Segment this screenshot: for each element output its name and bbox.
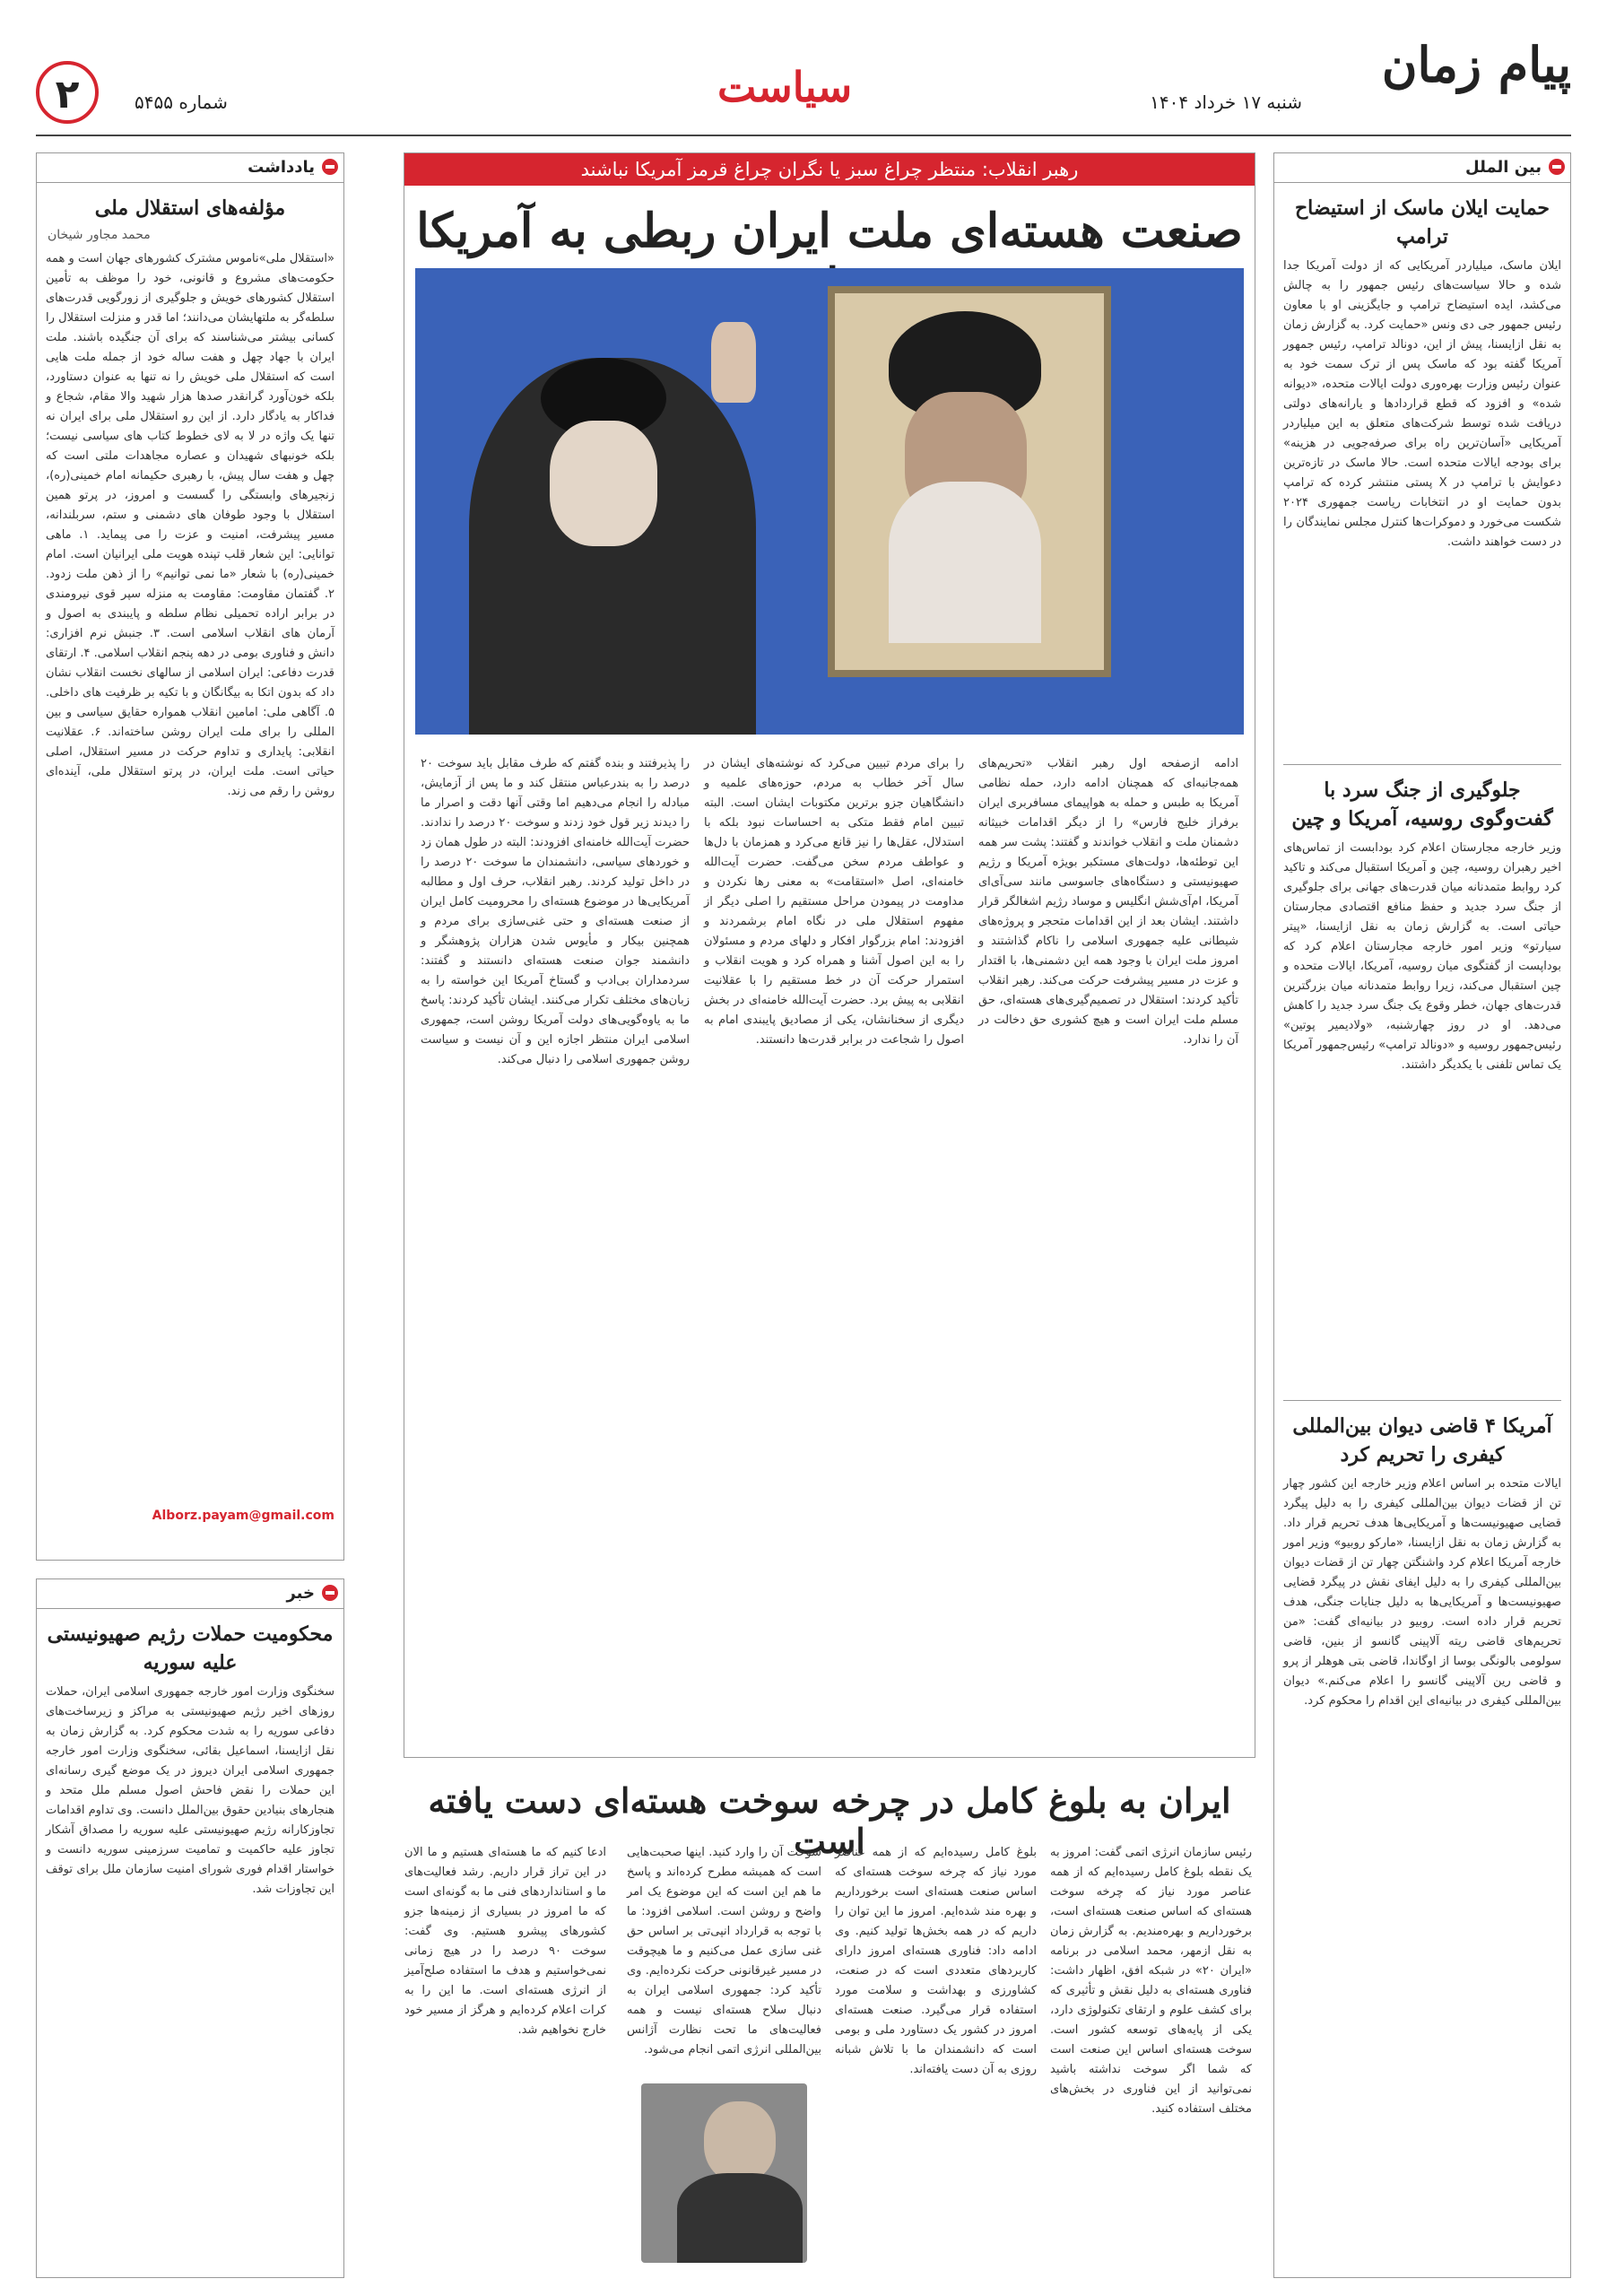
author-email[interactable]: Alborz.payam@gmail.com xyxy=(152,1509,334,1523)
news-label-bar xyxy=(37,1579,343,1609)
intl-story2-body: وزیر خارجه مجارستان اعلام کرد بودابست از تماس‌های اخیر رهبران روسیه، چین و آمریکا استقبال می‌کند و تاکید کرد روابط متمدنانه میان قدرت‌های جهانی برای جلوگیری از جنگ سرد جدید و حفظ منافع اقتصادی مجارستان حیاتی است. به گزارش زمان به نقل ازایسنا، «پیتر سیارتو» وزیر امور خارجه مجارستان اعلام کرد که بوداپست از گفتگوی میان روسیه، آمریکا، ایالات متحده و چین استقبال می‌کند، زیرا روابط متمدنانه میان بزرگترین قدرت‌های جهان، خطر وقوع یک جنگ سرد جدید را کاهش می‌دهد. او در روز چهارشنبه، «ولادیمیر پوتین» رئیس‌جمهور روسیه و «دونالد ترامپ» رئیس‌جمهور آمریکا یک تماس تلفنی با یکدیگر داشتند. xyxy=(1283,841,1561,1072)
note-body: «استقلال ملی»ناموس مشترک کشورهای جهان است و همه حکومت‌های مشروع و قانونی، خود را موظف به تأمین استقلال کشورهای خویش و جلوگیری از زورگویی قدرت‌های سلطه‌گر به ملتهایشان می‌دانند؛ اما قدر و منزلت استقلال را کسانی بیشتر می‌شناسند که برای آن جنگیده باشند. ملت ایران با جهاد چهل و هفت ساله خود از جمله ملت هایی است که استقلال ملی خویش را نه تنها به عنوان دستاورد، بلکه خون‌آورد گرانقدر صدها هزار شهید والا مقام، شجاع و فداکار به یادگار دارد. از این رو استقلال ملی برای ایران نه تنها یک واژه در لا به لای خطوط کتاب های سیاسی نیست؛ بلکه خونبهای شهیدان و عصاره مجاهدات ملتی است که چهل و هفت سال پیش، با رهبری حکیمانه امام خمینی(ره)، زنجیرهای وابستگی را گسست و امروز، در پرتو همین استقلال با وجود طوفان های دشمنی و ستم، سربلندانه، مسیر پیشرفت، امنیت و عزت را می پیماید. ۱. ماهی توانایی: این شعار قلب تپنده هویت ملی ایرانیان است. امام خمینی(ره) با شعار «ما نمی توانیم» را از ذهن ملت زدود. ۲. گفتمان مقاومت: مقاومت به منزله سپر قوی نیرومندی در برابر اراده تحمیلی نظام سلطه و پایبندی به اصول و آرمان های انقلاب اسلامی است. ۳. جنبش نرم افزاری: دانش و فناوری بومی در دهه پنجم انقلاب اسلامی. ۴. ارتقای قدرت دفاعی: ایران اسلامی از سالهای نخست انقلاب نشان داد که بدون اتکا به بیگانگان و با تکیه بر ظرفیت های داخلی. ۵. آگاهی ملی: امامین انقلاب همواره حقایق سیاسی و بین المللی را برای ملت ایران روشن ساخته‌اند. ۶. عقلانیت انقلابی: پایداری و تداوم حرکت در مسیر استقلال، اصلی حیاتی است. ملت ایران، در پرتو استقلال ملی، آینده‌ای روشن را رقم می زند. xyxy=(46,252,334,798)
section-marker-icon xyxy=(322,159,338,175)
waving-hand xyxy=(711,322,756,403)
official-suit xyxy=(677,2173,803,2263)
section-title: سیاست xyxy=(717,63,853,111)
international-column xyxy=(1273,152,1571,2278)
intl-story3-title: آمریکا ۴ قاضی دیوان بین‌المللی کیفری را تحریم کرد xyxy=(1292,1414,1552,1466)
header-divider xyxy=(36,135,1571,136)
bottom-col4: ادعا کنیم که ما هسته‌ای هستیم و ما الان در این تراز قرار داریم. رشد فعالیت‌های ما و استانداردهای فنی ما به گونه‌ای است که ما امروز در بسیاری از زمینه‌ها جزو کشورهای پیشرو هستیم. وی گفت: سوخت ۹۰ درصد را در هیچ زمانی نمی‌خواستیم و هدف ما استفاده صلح‌آمیز از انرژی هسته‌ای است. ما این را به کرات اعلام کرده‌ایم و هرگز از مسیر خود خارج نخواهیم شد. xyxy=(404,1846,606,2037)
intl-story1-title: حمایت ایلان ماسک از استیضاح ترامپ xyxy=(1294,196,1551,248)
story-divider xyxy=(1283,1400,1561,1401)
issue-number: شماره ۵۴۵۵ xyxy=(135,91,228,113)
page-number: ۲ xyxy=(36,61,99,124)
official-face xyxy=(704,2101,776,2182)
bottom-col3-wrap xyxy=(623,1843,825,2269)
leader-face xyxy=(550,421,657,546)
main-article-col3: را پذیرفتند و بنده گفتم که طرف مقابل باید سوخت ۲۰ درصد را به بندرعباس منتقل کند و ما پس از آزمایش، مبادله را انجام می‌دهیم اما وقتی آنها دقت و اصرار ما را دیدند زیر قول خود زدند و سوخت ۲۰ درصد را ندادند. حضرت آیت‌الله خامنه‌ای افزودند: البته در طول همان زد و خوردهای سیاسی، دانشمندان ما سوخت ۲۰ درصد را در داخل تولید کردند. رهبر انقلاب، حرف اول و مطالبه آمریکایی‌ها در موضوع هسته‌ای را محرومیت کامل ایران از صنعت هسته‌ای و حتی غنی‌سازی برای مردم و همچنین بیکار و مأیوس شدن هزاران پژوهشگر و دانشمند جوان صنعت هسته‌ای دانستند و گفتند: سردمداران بی‌ادب و گستاخ آمریکا این خواسته را به زبان‌های مختلف تکرار می‌کنند. ایشان تأکید کردند: پاسخ ما به یاوه‌گویی‌های دولت آمریکا روشن است، جمهوری اسلامی ایران منتظر اجازه این و آن نیست و سیاست روشن جمهوری اسلامی را دنبال می‌کند. xyxy=(421,757,690,1066)
note-author: محمد مجاور شیخان xyxy=(48,228,151,242)
bottom-col3: سوخت آن را وارد کنید. اینها صحبت‌هایی است که همیشه مطرح کرده‌اند و پاسخ ما هم این است که این موضوع یک امر واضح و روشن است. اسلامی افزود: ما با توجه به قرارداد انپی‌تی بر اساس حق غنی سازی عمل می‌کنیم و ما هیچوقت در مسیر غیرقانونی حرکت نکرده‌ایم. وی تأکید کرد: جمهوری اسلامی ایران به دنبال سلاح هسته‌ای نیست و همه فعالیت‌های ما تحت نظارت آژانس بین‌المللی انرژی اتمی انجام می‌شود. xyxy=(627,1846,821,2057)
note-label: یادداشت xyxy=(248,158,315,177)
masthead xyxy=(36,36,1571,117)
bottom-col1: رئیس سازمان انرژی اتمی گفت: امروز به یک نقطه بلوغ کامل رسیده‌ایم که از همه عناصر مورد نیاز که چرخه سوخت هسته‌ای که اساس صنعت هسته‌ای است، برخورداریم و بهره‌مندیم. به گزارش زمان به نقل ازمهر، محمد اسلامی در برنامه «ایران ۲۰» در شبکه افق، اظهار داشت: فناوری هسته‌ای به دلیل نقش و تأثیری که برای کشف علوم و ارتقای تکنولوژی دارد، یکی از پایه‌های توسعه کشور است. سوخت هسته‌ای اساس این صنعت است که شما اگر سوخت نداشته باشید نمی‌توانید از این فناوری در بخش‌های مختلف استفاده کنید. xyxy=(1050,1846,1252,2116)
portrait-beard xyxy=(889,482,1041,643)
section-marker-icon xyxy=(322,1585,338,1601)
bottom-story xyxy=(404,1771,1255,2278)
main-kicker: رهبر انقلاب: منتظر چراغ سبز یا نگران چراغ قرمز آمریکا نباشند xyxy=(404,153,1255,186)
leader-photo xyxy=(415,268,1244,735)
main-headline: صنعت هسته‌ای ملت ایران ربطی به آمریکا xyxy=(416,204,1243,258)
story-divider xyxy=(1283,764,1561,765)
news-title: محکومیت حملات رژیم صهیونیستی علیه سوریه xyxy=(47,1622,334,1674)
main-story xyxy=(404,152,1255,1758)
bottom-col2: بلوغ کامل رسیده‌ایم که از همه عناصر مورد نیاز که چرخه سوخت هسته‌ای که اساس صنعت هسته‌ای است برخورداریم و بهره مند شده‌ایم. امروز ما این توان را داریم که در همه بخش‌ها تولید کنیم. وی ادامه داد: فناوری هسته‌ای امروز دارای کاربردهای متعددی است که در صنعت، کشاورزی و بهداشت و سلامت مورد استفاده قرار می‌گیرد. صنعت هسته‌ای امروز در کشور یک دستاورد ملی و بومی است که دانشمندان ما با تلاش شبانه روزی به آن دست یافته‌اند. xyxy=(835,1846,1037,2076)
bottom-headline: ایران به بلوغ کامل در چرخه سوخت هسته‌ای دست یافته است xyxy=(428,1780,1231,1861)
main-article-col2: را برای مردم تبیین می‌کرد که نوشته‌های ایشان در سال آخر خطاب به مردم، حوزه‌های علمیه و دانشگاهیان جزو برترین مکتوبات ایشان است. البته تبیین امام فقط متکی به احساسات نبود بلکه با استدلال، عقل‌ها را نیز قانع می‌کرد و همزمان با دل‌ها و عواطف مردم سخن می‌گفت. حضرت آیت‌الله خامنه‌ای، اصل «استقامت» به معنی رها نکردن و مداومت در پیمودن مراحل مستقیم را اصلی دیگر از مفهوم استقلال ملی در نگاه امام برشمردند و افزودند: امام بزرگوار افکار و دلهای مردم و مسئولان را به این اصول آشنا و همراه کرد و هویت انقلاب و استمرار حرکت آن در خط مستقیم را با عقلانیت انقلابی به پیش برد. حضرت آیت‌الله خامنه‌ای در بخش دیگری از سخنانشان، یکی از مصادیق پایبندی امام به اصول را شجاعت در برابر قدرت‌ها دانستند. xyxy=(704,757,964,1047)
official-photo xyxy=(641,2083,807,2263)
intl-label: بین الملل xyxy=(1465,158,1542,177)
intl-story3-body: ایالات متحده بر اساس اعلام وزیر خارجه این کشور چهار تن از قضات دیوان بین‌المللی کیفری را به دلیل پیگرد قضایی صهیونیست‌ها و آمریکایی‌ها هدف تحریم قرار داد. به گزارش زمان به نقل ازایسنا، «مارکو روبیو» وزیر امور خارجه آمریکا اعلام کرد واشنگتن چهار تن از قضات دیوان بین‌المللی کیفری را به دلیل ایفای نقش در پیگرد قضایی صهیونیست‌ها و آمریکایی‌ها به دلیل جنایات جنگی، هدف تحریم قرار داده است. روبیو در بیانیه‌ای گفت: «من تحریم‌های قاضی ریته آلاپینی گانسو از بنین، قاضی سولومی بالونگی بوسا از اوگاندا، قاضی بتی هوهلر از پرو و قاضی رین آلاپینی گانسو را اعلام می‌کنم.» دیوان بین‌المللی کیفری در بیانیه‌ای این اقدام را محکوم کرد. xyxy=(1283,1477,1561,1708)
news-body: سخنگوی وزارت امور خارجه جمهوری اسلامی ایران، حملات روزهای اخیر رژیم صهیونیستی به مراکز و زیرساخت‌های دفاعی سوریه را به شدت محکوم کرد. به گزارش زمان به نقل ازایسنا، اسماعیل بقائی، سخنگوی وزارت امور خارجه جمهوری اسلامی ایران دیروز در یک موضع گیری رسانه‌ای این حملات را نقض فاحش اصول مسلم ملل متحد و هنجارهای بنیادین حقوق بین‌الملل دانست. وی تداوم اقدامات تجاوزکارانه رژیم صهیونیستی علیه سوریه را مصداق آشکار تجاوز علیه حاکمیت و تمامیت سرزمینی سوریه دانست و خواستار اقدام فوری شورای امنیت سازمان ملل برای توقف این تجاوزات شد. xyxy=(46,1685,334,1896)
newspaper-logo: پیام زمان xyxy=(1381,36,1571,93)
note-column xyxy=(36,152,344,1561)
intl-label-bar xyxy=(1274,153,1570,183)
main-article-col1: ادامه ازصفحه اول رهبر انقلاب «تحریم‌های همه‌جانبه‌ای که همچنان ادامه دارد، حمله نظامی آمریکا به طبس و حمله به هواپیمای مسافربری ایران برفراز خلیج فارس» را از دیگر اقدامات خبیثانه دشمنان ملت و انقلاب خواندند و گفتند: پشت سر همه این توطئه‌ها، دولت‌های مستکبر بویژه آمریکا و رژیم صهیونیستی و دستگاه‌های جاسوسی مانند سی‌آی‌ای آمریکا، ام‌آی‌شش انگلیس و موساد رژیم اشغالگر قرار داشتند. ایشان بعد از این اقدامات متحجر و پروژه‌های شیطانی علیه جمهوری اسلامی را ناکام گذاشتند و امروز ملت ایران با وجود همه این دشمنی‌ها، با اقتدار و عزت در مسیر پیشرفت حرکت می‌کند. رهبر انقلاب تأکید کردند: استقلال در تصمیم‌گیری‌های هسته‌ای، حق مسلم ملت ایران است و هیچ کشوری حق دخالت در آن را ندارد. xyxy=(978,757,1238,1047)
intl-story1-body: ایلان ماسک، میلیاردر آمریکایی که از دولت آمریکا جدا شده و حالا سیاست‌های رئیس جمهور را به چالش می‌کشد، ایده استیضاح ترامپ و جایگزینی او با معاون رئیس جمهور جی دی ونس «حمایت کرد. به گزارش زمان به نقل ازایسنا، پیش از این، دونالد ترامپ، رئیس جمهور آمریکا گفته بود که ماسک پس از ترک سمت خود به عنوان رئیس وزارت بهره‌وری دولت ایالات متحده، «دیوانه شده» و افزود که قطع قراردادها و یارانه‌های دولتی دریافت شده توسط شرکت‌های متعلق به این میلیاردر آمریکایی «آسان‌ترین راه برای صرفه‌جویی در هزینه» برای بودجه ایالات متحده است. حالا ماسک در تازه‌ترین دعوایش با ترامپ در X پستی منتشر کرده که ترامپ بدون حمایت او در انتخابات ریاست جمهوری ۲۰۲۴ شکست می‌خورد و دموکرات‌ها کنترل مجلس نمایندگان را در دست خواهند داشت. xyxy=(1283,259,1561,549)
note-title: مؤلفه‌های استقلال ملی xyxy=(94,196,286,220)
note-label-bar xyxy=(37,153,343,183)
news-label: خبر xyxy=(286,1584,315,1603)
issue-date: شنبه ۱۷ خرداد ۱۴۰۴ xyxy=(1150,91,1302,113)
intl-story2-title: جلوگیری از جنگ سرد با گفت‌وگوی روسیه، آمریکا و چین xyxy=(1291,778,1553,831)
section-marker-icon xyxy=(1549,159,1565,175)
news-column xyxy=(36,1578,344,2278)
portrait-frame xyxy=(828,286,1111,677)
